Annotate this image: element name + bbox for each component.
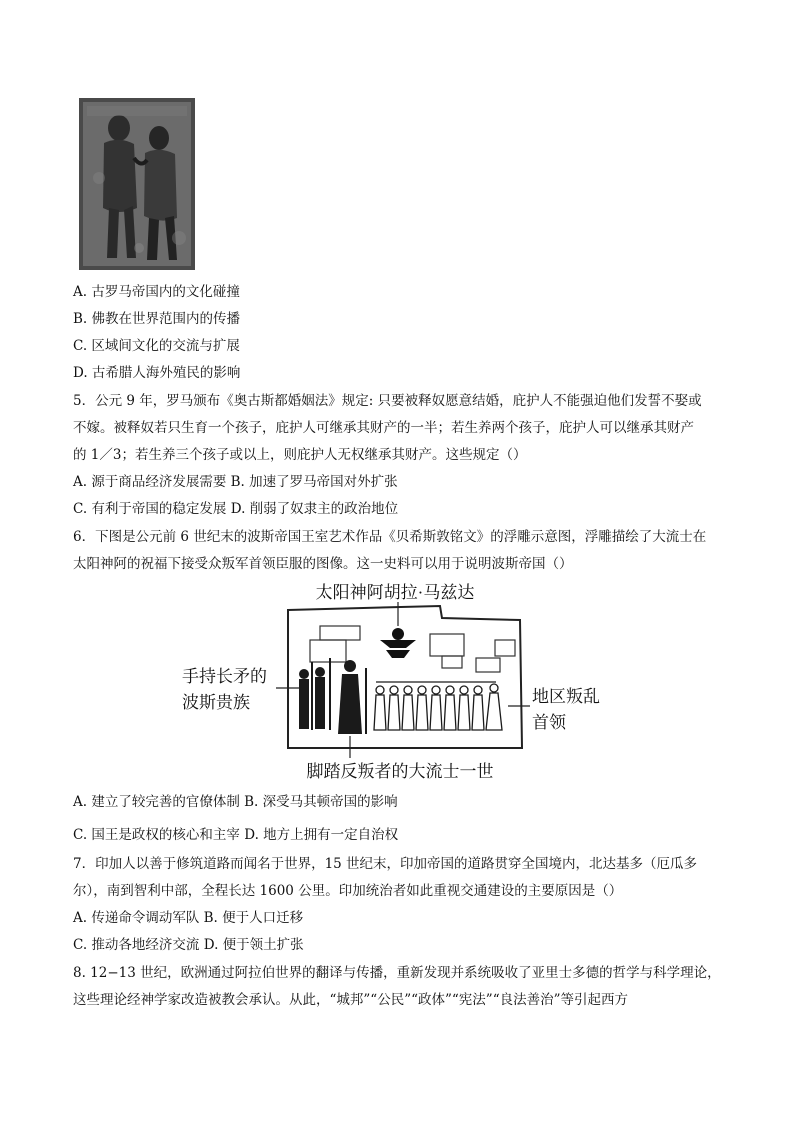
label-rebel-line-2: 首领 bbox=[532, 713, 566, 732]
q5-options-ab: A. 源于商品经济发展需要 B. 加速了罗马帝国对外扩张 bbox=[73, 474, 398, 490]
q7-stem-line-2: 尔），南到智利中部，全程长达 1600 公里。印加统治者如此重视交通建设的主要原因是（） bbox=[73, 883, 623, 899]
q6-options-cd: C. 国王是政权的核心和主宰 D. 地方上拥有一定自治权 bbox=[73, 827, 399, 843]
label-darius: 脚踏反叛者的大流士一世 bbox=[306, 762, 494, 781]
q4-option-c: C. 区域间文化的交流与扩展 bbox=[73, 338, 240, 354]
q4-option-d: D. 古希腊人海外殖民的影响 bbox=[73, 365, 241, 381]
q5-options-cd: C. 有利于帝国的稳定发展 D. 削弱了奴隶主的政治地位 bbox=[73, 501, 399, 517]
q7-options-cd: C. 推动各地经济交流 D. 便于领土扩张 bbox=[73, 937, 304, 953]
relief-photo-graphic bbox=[79, 98, 195, 270]
winged-disk bbox=[380, 628, 416, 658]
persian-nobles bbox=[299, 658, 330, 730]
q6-stem-line-1: 6．下图是公元前 6 世纪末的波斯帝国王室艺术作品《贝希斯敦铭文》的浮雕示意图，浮雕描绘了大流士在 bbox=[73, 529, 707, 545]
rebel-leaders bbox=[374, 682, 502, 730]
behistun-relief-diagram bbox=[180, 578, 610, 783]
q4-option-a: A. 古罗马帝国内的文化碰撞 bbox=[73, 284, 240, 300]
q8-stem-line-2: 这些理论经神学家改造被教会承认。从此，“城邦”“公民”“政体”“宪法”“良法善治”等引起西方 bbox=[73, 992, 629, 1008]
relief-diagram-graphic bbox=[180, 578, 610, 783]
label-pointers bbox=[276, 602, 530, 758]
label-rebel-line-1: 地区叛乱 bbox=[532, 687, 600, 706]
q8-stem-line-1: 8. 12−13 世纪，欧洲通过阿拉伯世界的翻译与传播，重新发现并系统吸收了亚里士多德的哲学与科学理论， bbox=[73, 965, 721, 981]
relief-photo bbox=[79, 98, 195, 270]
label-noble-line-1: 手持长矛的 bbox=[182, 667, 267, 686]
q6-stem-line-2: 太阳神阿的祝福下接受众叛军首领臣服的图像。这一史料可以用于说明波斯帝国（） bbox=[73, 556, 573, 572]
q5-stem-line-1: 5．公元 9 年，罗马颁布《奥古斯都婚姻法》规定: 只要被释奴愿意结婚，庇护人不能强迫他们发誓不娶或 bbox=[73, 393, 702, 409]
q7-options-ab: A. 传递命令调动军队 B. 便于人口迁移 bbox=[73, 910, 304, 926]
inscription-panels bbox=[310, 626, 515, 672]
q6-options-ab: A. 建立了较完善的官僚体制 B. 深受马其顿帝国的影响 bbox=[73, 794, 398, 810]
q7-stem-line-1: 7．印加人以善于修筑道路而闻名于世界，15 世纪末，印加帝国的道路贯穿全国境内，北达基多（厄瓜多 bbox=[73, 856, 698, 872]
darius-figure bbox=[338, 660, 366, 734]
q4-option-b: B. 佛教在世界范围内的传播 bbox=[73, 311, 241, 327]
q5-stem-line-2: 不嫁。被释奴若只生育一个孩子，庇护人可继承其财产的一半；若生养两个孩子，庇护人可以继承其财产 bbox=[73, 420, 694, 436]
q5-stem-line-3: 的 1／3；若生养三个孩子或以上，则庇护人无权继承其财产。这些规定（） bbox=[73, 447, 527, 463]
label-noble-line-2: 波斯贵族 bbox=[182, 693, 250, 712]
label-ahura-mazda: 太阳神阿胡拉·马兹达 bbox=[315, 583, 475, 602]
